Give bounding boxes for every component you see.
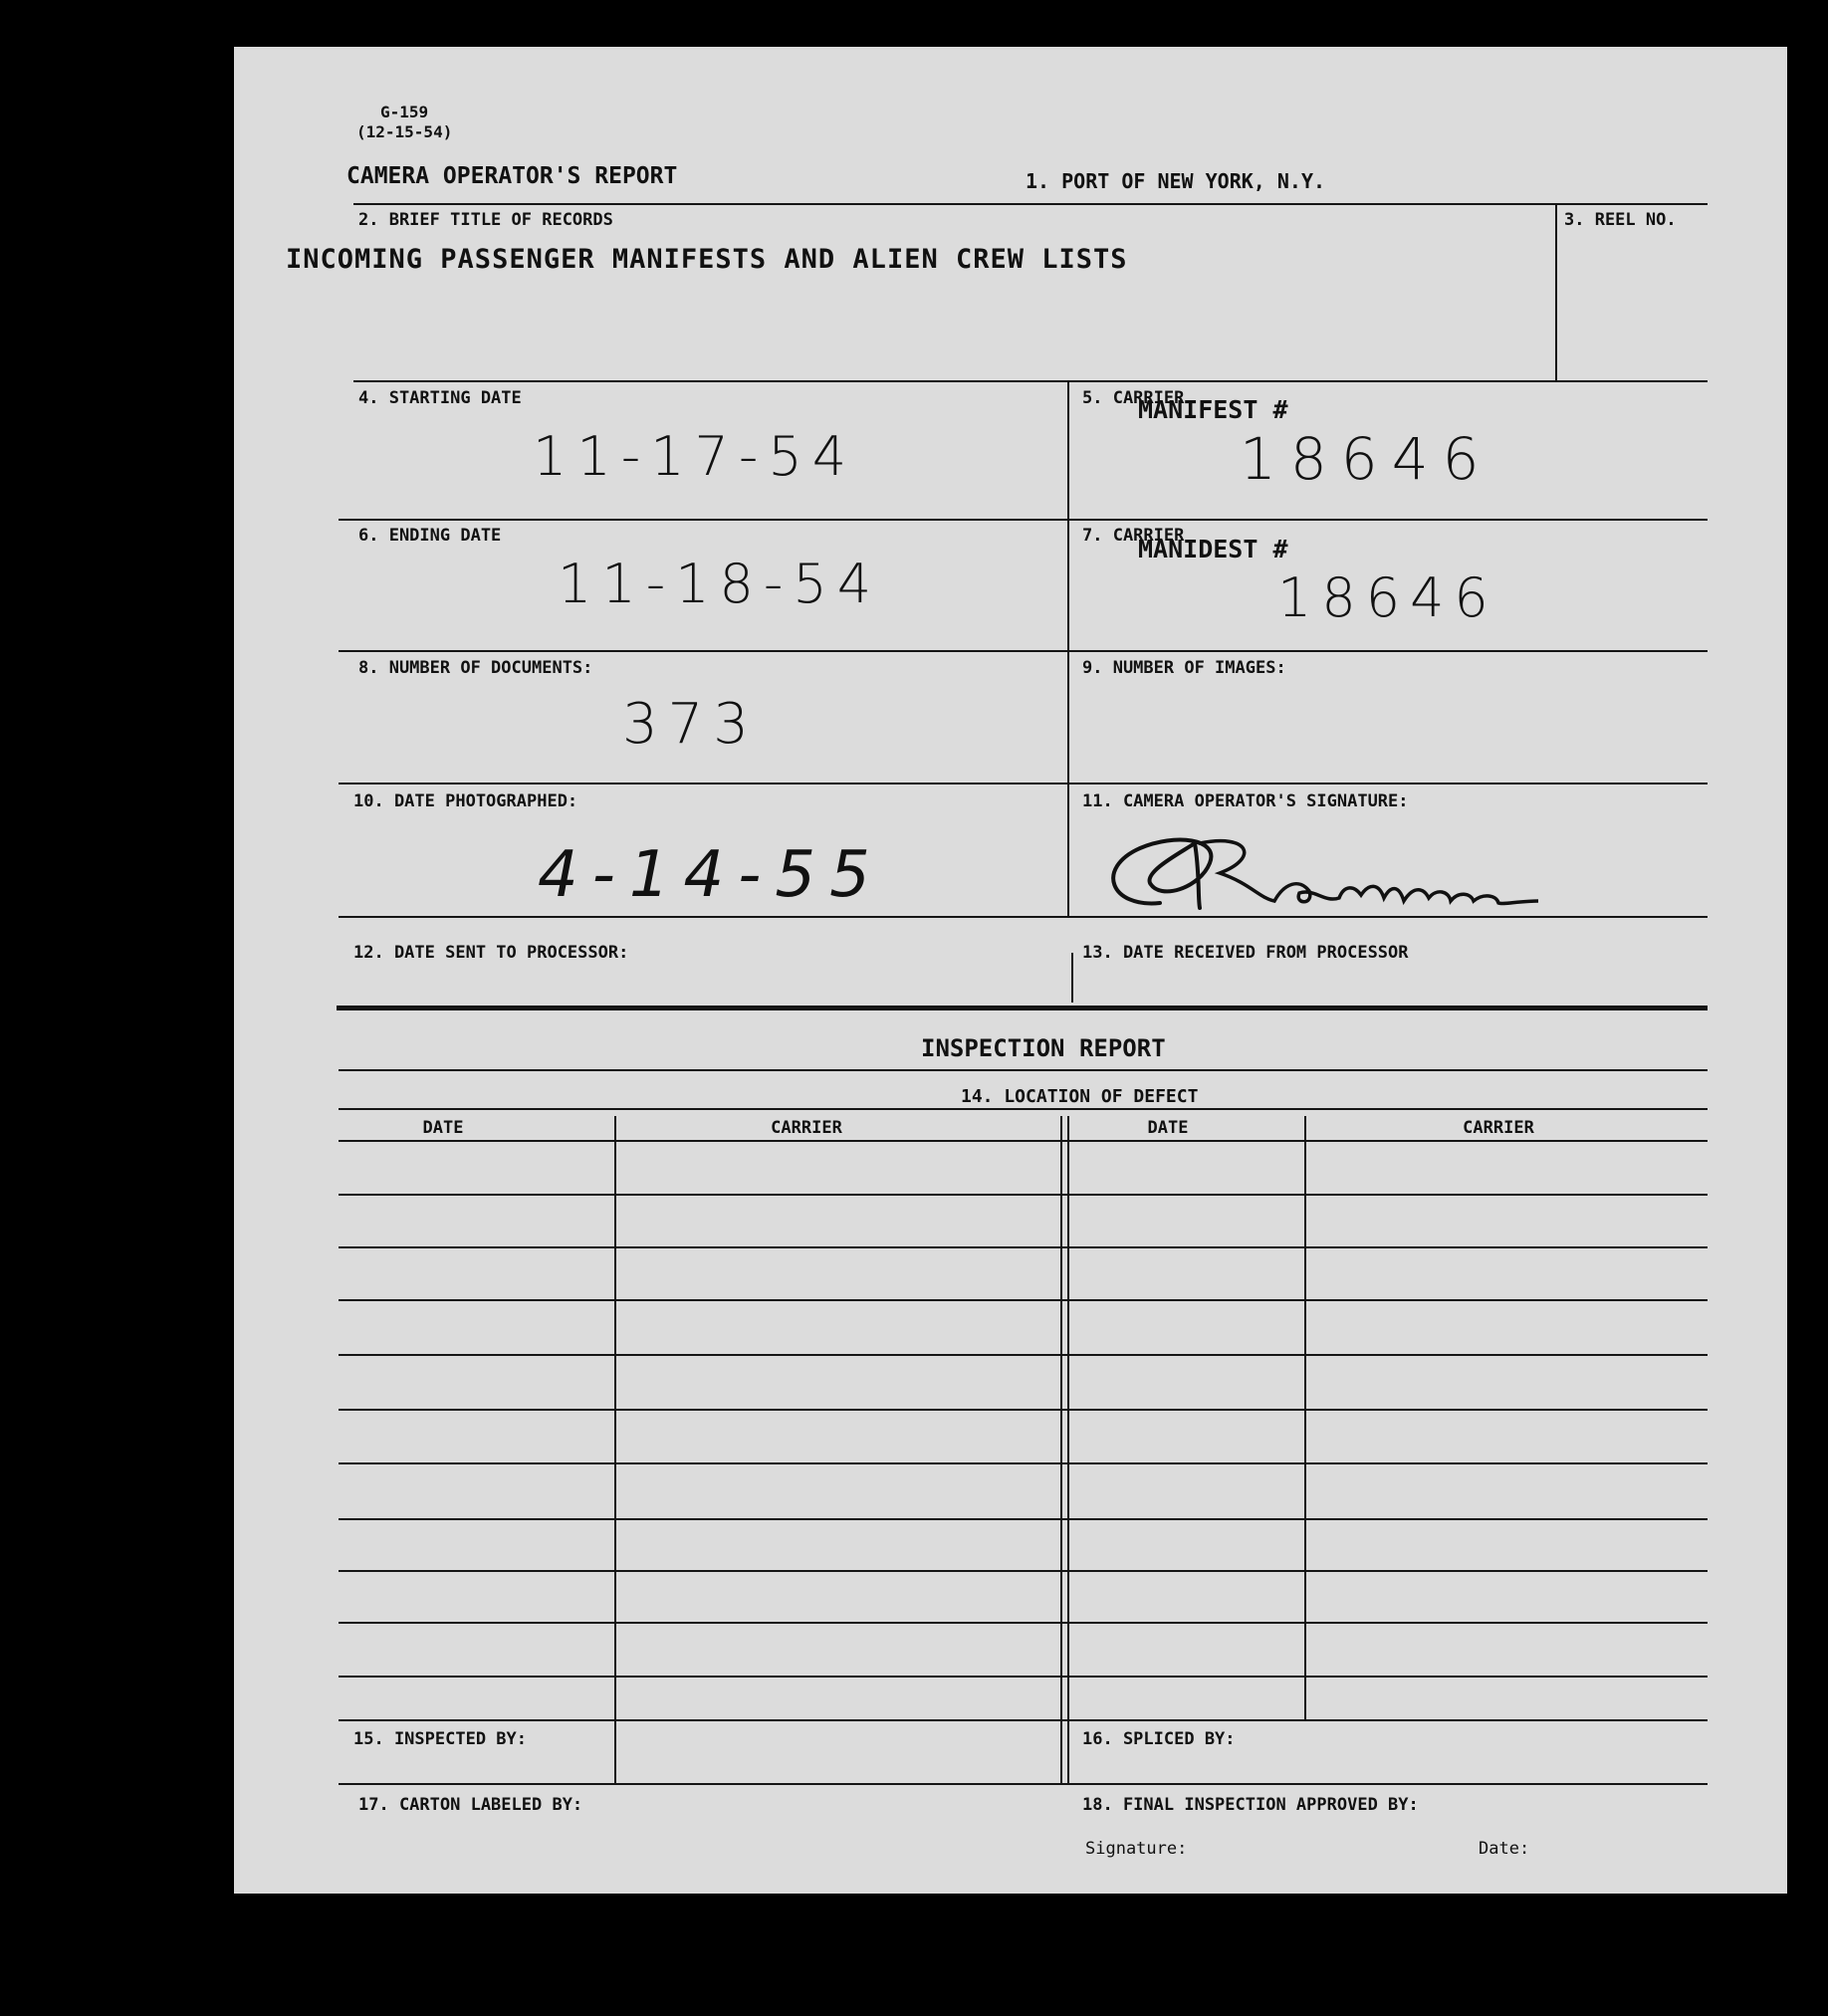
col-divider <box>1060 1116 1062 1785</box>
col-carrier-2: CARRIER <box>1463 1118 1534 1138</box>
carrier5-value: 18646 <box>1240 425 1493 493</box>
inspection-heading: INSPECTION REPORT <box>921 1034 1166 1062</box>
date-photographed-value: 4-14-55 <box>538 838 884 912</box>
spliced-by-label: 16. SPLICED BY: <box>1082 1729 1236 1749</box>
carton-labeled-label: 17. CARTON LABELED BY: <box>358 1795 583 1815</box>
table-row <box>339 1246 1708 1248</box>
signature-field-label: Signature: <box>1085 1839 1188 1859</box>
location-heading: 14. LOCATION OF DEFECT <box>961 1086 1199 1107</box>
rule <box>353 203 1708 205</box>
brief-title-label: 2. BRIEF TITLE OF RECORDS <box>358 210 613 230</box>
rule <box>339 1140 1708 1142</box>
starting-date-value: 11-17-54 <box>533 425 857 488</box>
col-divider <box>614 1116 616 1785</box>
table-row <box>339 1518 1708 1520</box>
carrier7-label: 7. CARRIER <box>1082 526 1185 546</box>
rule <box>339 1108 1708 1110</box>
carrier5-label: 5. CARRIER <box>1082 388 1185 408</box>
date-received-label: 13. DATE RECEIVED FROM PROCESSOR <box>1082 943 1409 963</box>
table-row <box>339 1676 1708 1678</box>
num-documents-value: 373 <box>622 692 759 757</box>
reel-divider <box>1555 203 1557 382</box>
col-date-2: DATE <box>1147 1118 1189 1138</box>
final-inspection-label: 18. FINAL INSPECTION APPROVED BY: <box>1082 1795 1419 1815</box>
ending-date-value: 11-18-54 <box>558 553 882 615</box>
date-sent-label: 12. DATE SENT TO PROCESSOR: <box>353 943 629 963</box>
brief-title-value: INCOMING PASSENGER MANIFESTS AND ALIEN CREW LISTS <box>286 244 1128 275</box>
num-images-label: 9. NUMBER OF IMAGES: <box>1082 658 1286 678</box>
rule <box>353 380 1708 382</box>
table-row <box>339 1570 1708 1572</box>
table-row <box>339 1462 1708 1464</box>
ending-date-label: 6. ENDING DATE <box>358 526 502 546</box>
rule <box>339 1069 1708 1071</box>
carrier7-typed: MANIDEST # <box>1138 535 1288 563</box>
carrier7-value: 18646 <box>1277 566 1498 629</box>
inspected-by-label: 15. INSPECTED BY: <box>353 1729 527 1749</box>
divider <box>1071 953 1073 1003</box>
rule <box>339 519 1708 521</box>
rule <box>339 650 1708 652</box>
table-row <box>339 1354 1708 1356</box>
date-field-label: Date: <box>1479 1839 1530 1859</box>
num-documents-label: 8. NUMBER OF DOCUMENTS: <box>358 658 593 678</box>
form-title: CAMERA OPERATOR'S REPORT <box>346 163 678 189</box>
rule <box>339 783 1708 784</box>
starting-date-label: 4. STARTING DATE <box>358 388 522 408</box>
table-row <box>339 1719 1708 1721</box>
thick-rule <box>337 1006 1708 1010</box>
col-date-1: DATE <box>422 1118 464 1138</box>
date-photographed-label: 10. DATE PHOTOGRAPHED: <box>353 791 578 811</box>
form-number: G-159 <box>380 103 429 121</box>
col-divider <box>1067 1116 1069 1785</box>
reel-no-label: 3. REEL NO. <box>1564 210 1677 230</box>
col-carrier-1: CARRIER <box>771 1118 842 1138</box>
table-row <box>339 1299 1708 1301</box>
table-row <box>339 1622 1708 1624</box>
center-divider <box>1067 380 1069 918</box>
port-label: 1. PORT OF NEW YORK, N.Y. <box>1026 169 1326 193</box>
carrier5-typed: MANIFEST # <box>1138 395 1288 424</box>
rule <box>339 1783 1708 1785</box>
form-date: (12-15-54) <box>356 122 453 141</box>
rule <box>339 916 1708 918</box>
table-row <box>339 1194 1708 1196</box>
table-row <box>339 1409 1708 1411</box>
form-page <box>234 47 1787 1894</box>
col-divider <box>1304 1116 1306 1721</box>
operator-signature <box>1100 813 1538 928</box>
signature-label: 11. CAMERA OPERATOR'S SIGNATURE: <box>1082 791 1409 811</box>
